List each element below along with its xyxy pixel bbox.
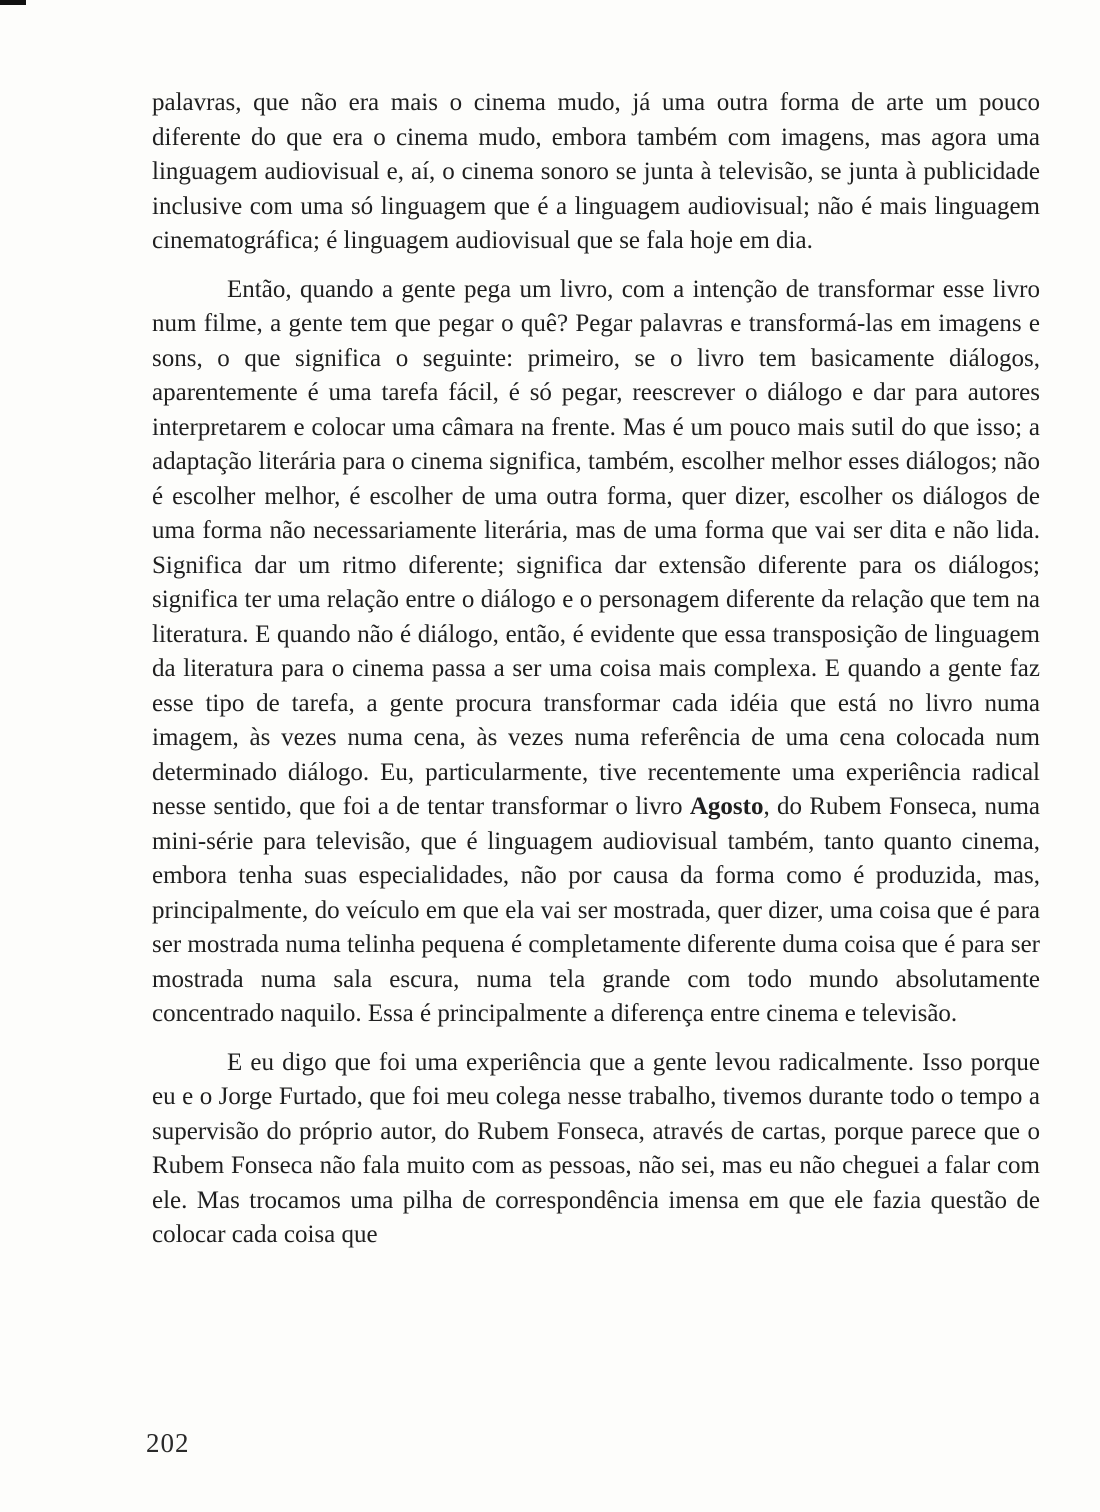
- paragraph-1: palavras, que não era mais o cinema mudo, já uma outra forma de arte um pouco diferente do que era o cinema mudo, embora também com imagens, mas agora uma linguagem audiovisual e, aí, o cinema sonoro se junta à televisão, se junta à publicidade inclusive com uma só linguagem que é a linguagem audiovisual; não é mais linguagem cinematográfica; é linguagem audiovisual que se fala hoje em dia.: [152, 89, 1040, 254]
- page-number: 202: [146, 1428, 190, 1458]
- paragraph-2-text-after-title: , do Rubem Fonseca, numa mini-série para televisão, que é linguagem audiovisual também, tanto quanto cinema, embora tenha suas especialidades, não por causa da forma como é produzida, mas, principalmente, do veículo em que ela vai ser mostrada, quer dizer, uma coisa que é para ser mostrada numa telinha pequena é completamente diferente duma coisa que é para ser mostrada numa sala escura, numa tela grande com todo mundo absolutamente concentrado naquilo. Essa é principalmente a diferença entre cinema e televisão.: [152, 793, 1040, 1027]
- paragraph-2: [152, 273, 1040, 1032]
- paragraph-2-text-before-title: Então, quando a gente pega um livro, com a intenção de transformar esse livro num filme, a gente tem que pegar o quê? Pegar palavras e transformá-las em imagens e sons, o que significa o seguinte: primeiro, se o livro tem basicamente diálogos, aparentemente é uma tarefa fácil, é só pegar, reescrever o diálogo e dar para autores interpretarem e colocar uma câmara na frente. Mas é um pouco mais sutil do que isso; a adaptação literária para o cinema significa, também, escolher melhor esses diálogos; não é escolher melhor, é escolher de uma outra forma, quer dizer, escolher os diálogos de uma forma não necessariamente literária, mas de uma forma que vai ser dita e não lida. Significa dar um ritmo diferente; significa dar extensão diferente para os diálogos; significa ter uma relação entre o diálogo e o personagem diferente da relação que tem na literatura. E quando não é diálogo, então, é evidente que essa transposição de linguagem da literatura para o cinema passa a ser uma coisa mais complexa. E quando a gente faz esse tipo de tarefa, a gente procura transformar cada idéia que está no livro numa imagem, às vezes numa cena, às vezes numa referência de uma cena colocada num determinado diálogo. Eu, particularmente, tive recentemente uma experiência radical nesse sentido, que foi a de tentar transformar o livro: [152, 275, 1040, 820]
- paragraph-3: E eu digo que foi uma experiência que a gente levou radicalmente. Isso porque eu e o Jorge Furtado, que foi meu colega nesse trabalho, tivemos durante todo o tempo a supervisão do próprio autor, do Rubem Fonseca, através de cartas, porque parece que o Rubem Fonseca não fala muito com as pessoas, não sei, mas eu não cheguei a falar com ele. Mas trocamos uma pilha de correspondência imensa em que ele fazia questão de colocar cada coisa que: [152, 1048, 1040, 1248]
- page-text: [152, 86, 1040, 1253]
- scan-corner-mark: [0, 0, 26, 5]
- book-title-agosto: Agosto: [689, 793, 764, 820]
